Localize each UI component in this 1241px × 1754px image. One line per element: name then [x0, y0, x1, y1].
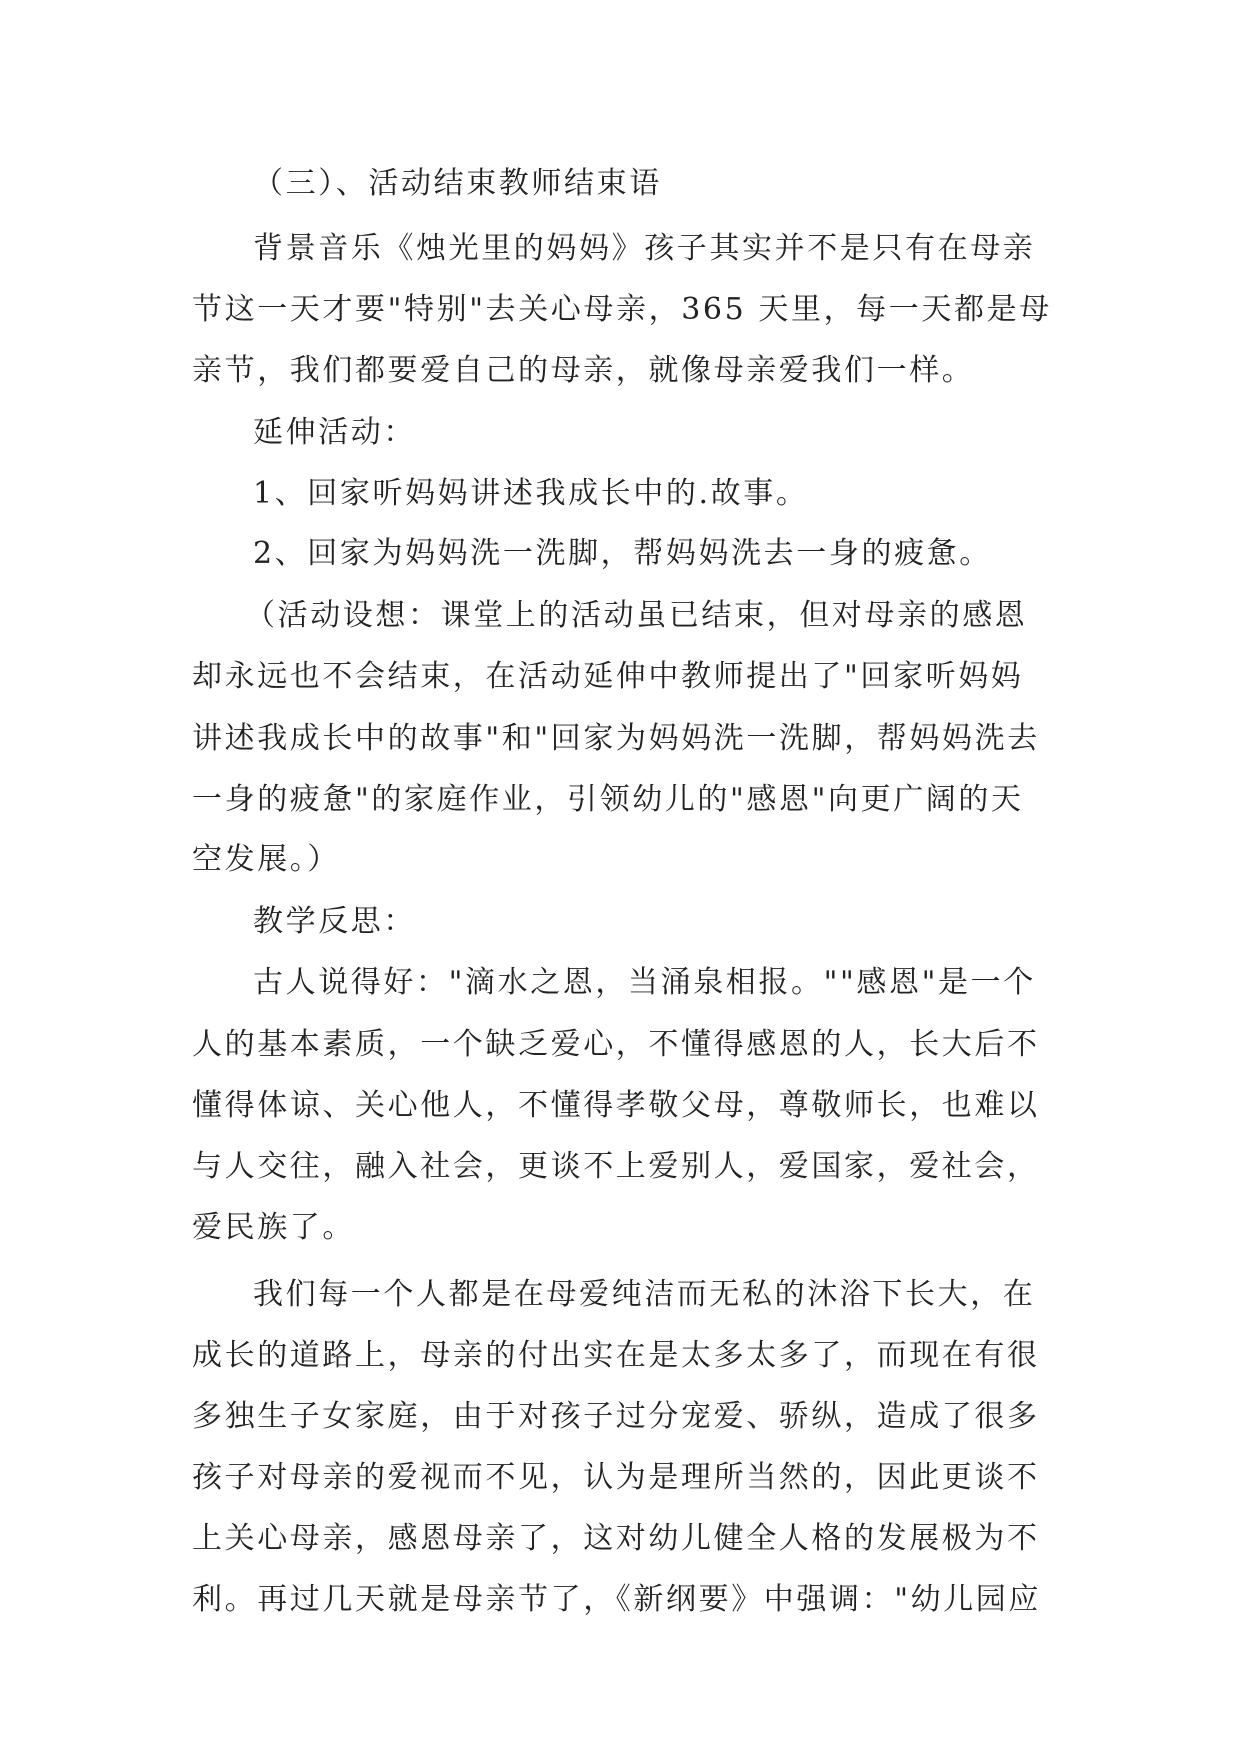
paragraph-line: 人的基本素质，一个缺乏爱心，不懂得感恩的人，长大后不	[192, 1027, 1040, 1062]
paragraph-line: 亲节，我们都要爱自己的母亲，就像母亲爱我们一样。	[192, 353, 975, 388]
paragraph-line: 节这一天才要"特别"去关心母亲，365 天里，每一天都是母	[192, 292, 1052, 327]
paragraph-line: 爱民族了。	[192, 1210, 355, 1245]
list-item: 2、回家为妈妈洗一洗脚，帮妈妈洗去一身的疲惫。	[253, 536, 992, 571]
list-item: 1、回家听妈妈讲述我成长中的.故事。	[253, 476, 809, 511]
paragraph-line: （活动设想：课堂上的活动虽已结束，但对母亲的感恩	[245, 598, 1028, 633]
paragraph-line: 却永远也不会结束，在活动延伸中教师提出了"回家听妈妈	[192, 659, 1024, 694]
paragraph-line: 古人说得好："滴水之恩，当涌泉相报。""感恩"是一个	[253, 965, 1036, 1000]
paragraph-line: 一身的疲惫"的家庭作业，引领幼儿的"感恩"向更广阔的天	[192, 782, 1024, 817]
paragraph-line: 空发展。）	[192, 842, 340, 877]
paragraph-line: 孩子对母亲的爱视而不见，认为是理所当然的，因此更谈不	[192, 1460, 1040, 1495]
paragraph-line: 背景音乐《烛光里的妈妈》孩子其实并不是只有在母亲	[253, 231, 1036, 266]
paragraph-line: 利。再过几天就是母亲节了，《新纲要》中强调："幼儿园应	[192, 1582, 1041, 1617]
paragraph-line: 与人交往，融入社会，更谈不上爱别人，爱国家，爱社会，	[192, 1149, 1040, 1184]
paragraph-line: 讲述我成长中的故事"和"回家为妈妈洗一洗脚，帮妈妈洗去	[192, 721, 1040, 756]
paragraph-line: 懂得体谅、关心他人，不懂得孝敬父母，尊敬师长，也难以	[192, 1088, 1040, 1123]
paragraph-line: 我们每一个人都是在母爱纯洁而无私的沐浴下长大，在	[253, 1277, 1036, 1312]
section-heading: （三）、活动结束教师结束语	[253, 166, 662, 201]
paragraph-line: 上关心母亲，感恩母亲了，这对幼儿健全人格的发展极为不	[192, 1521, 1040, 1556]
paragraph-line: 成长的道路上，母亲的付出实在是太多太多了，而现在有很	[192, 1338, 1040, 1373]
subheading: 延伸活动：	[253, 415, 416, 450]
subheading: 教学反思：	[253, 904, 416, 939]
paragraph-line: 多独生子女家庭，由于对孩子过分宠爱、骄纵，造成了很多	[192, 1399, 1040, 1434]
